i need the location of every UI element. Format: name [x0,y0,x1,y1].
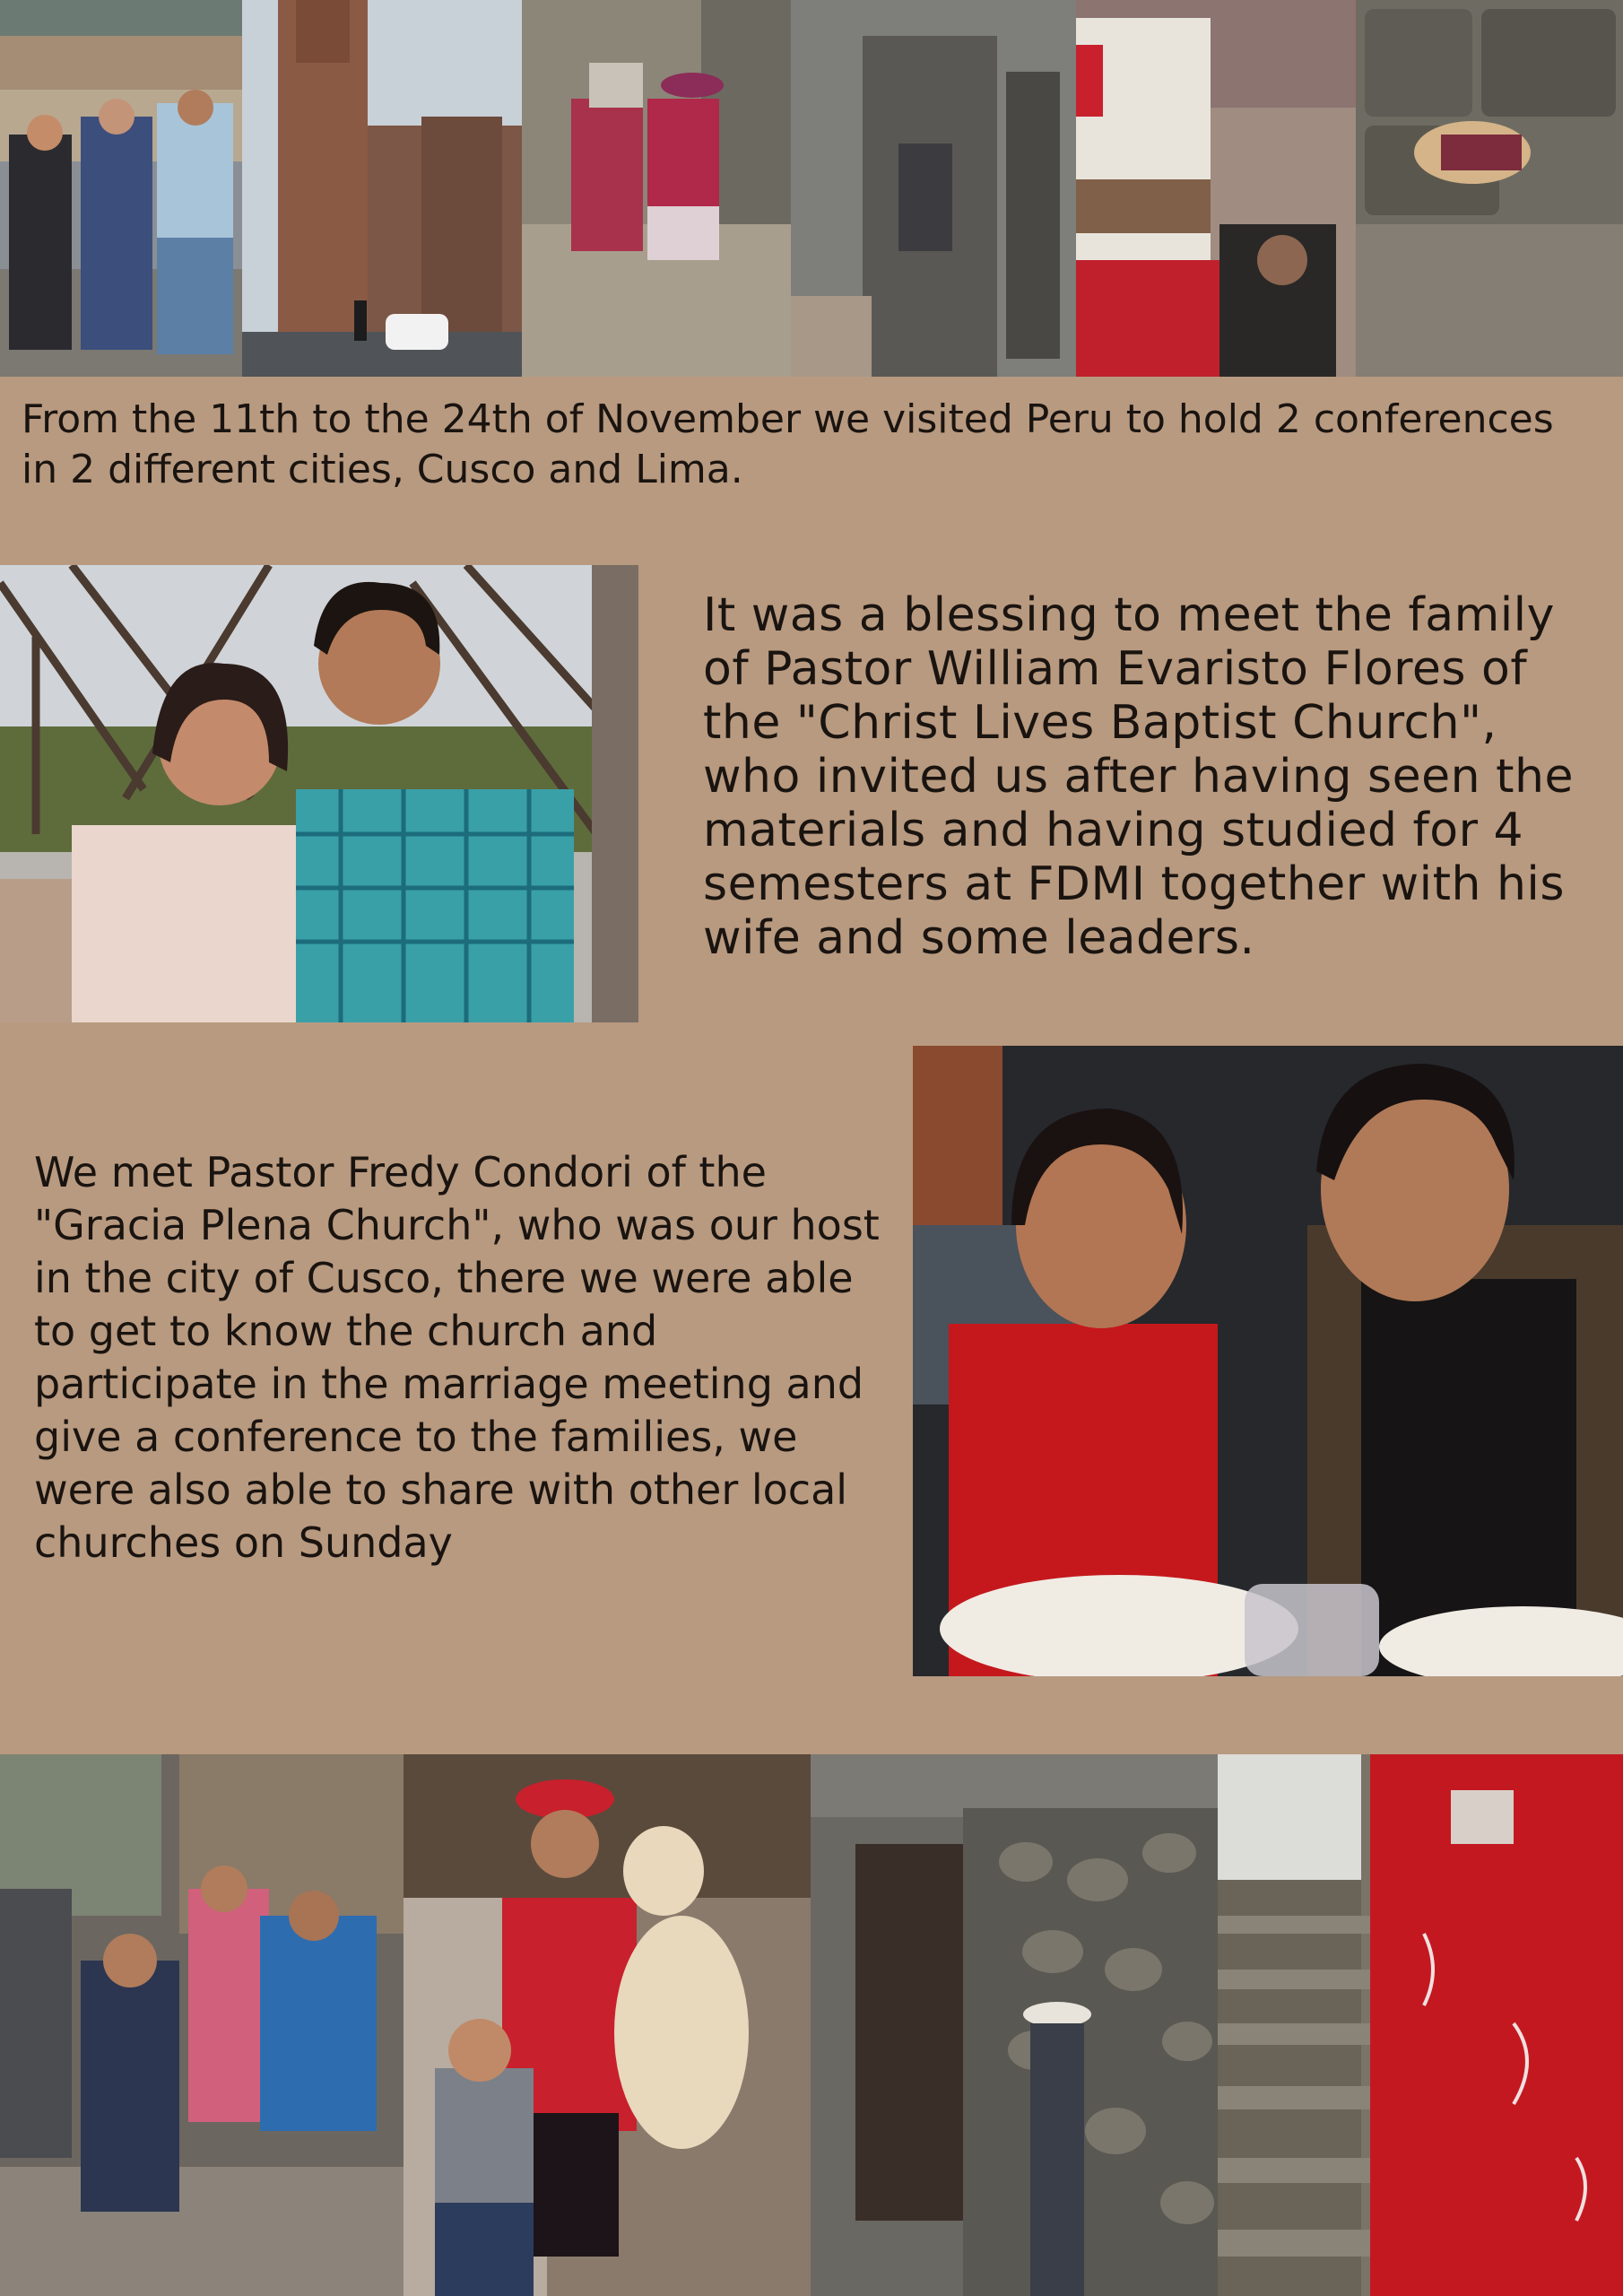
photo-top-church-tower [242,0,522,377]
photo-bottom-street-crowd [0,1754,404,2296]
photo-pastor-fredy-couple [913,1046,1623,1676]
photo-top-stone-wall-dog [1356,0,1623,377]
pastor-fredy-paragraph: We met Pastor Fredy Condori of the "Gracia Plena Church", who was our host in the city of Cusco, there we were able to get to know the church and participate in the marriage meeting and give a conference to the families, we were also able to share with other local churches on Sunday [34,1148,880,1567]
pastor-william-paragraph: It was a blessing to meet the family of Pastor William Evaristo Flores of the "Christ Lives Baptist Church", who invited us after having seen the materials and having studied for 4 semesters at FDMI together with his wife and some leaders. [703,588,1574,965]
photo-top-women-traditional-dress [522,0,791,377]
intro-paragraph: From the 11th to the 24th of November we visited Peru to hold 2 conferences in 2 different cities, Cusco and Lima. [22,396,1554,492]
photo-top-cathedral-facade [791,0,1076,377]
photo-bottom-stairway-red-wall [1218,1754,1623,2296]
photo-pastor-william-couple [0,565,638,1022]
photo-top-cusco-group [0,0,242,377]
photo-bottom-stone-wall-doorway [811,1754,1218,2296]
photo-top-street-flags [1076,0,1356,377]
photo-bottom-woman-child-alpaca [404,1754,811,2296]
